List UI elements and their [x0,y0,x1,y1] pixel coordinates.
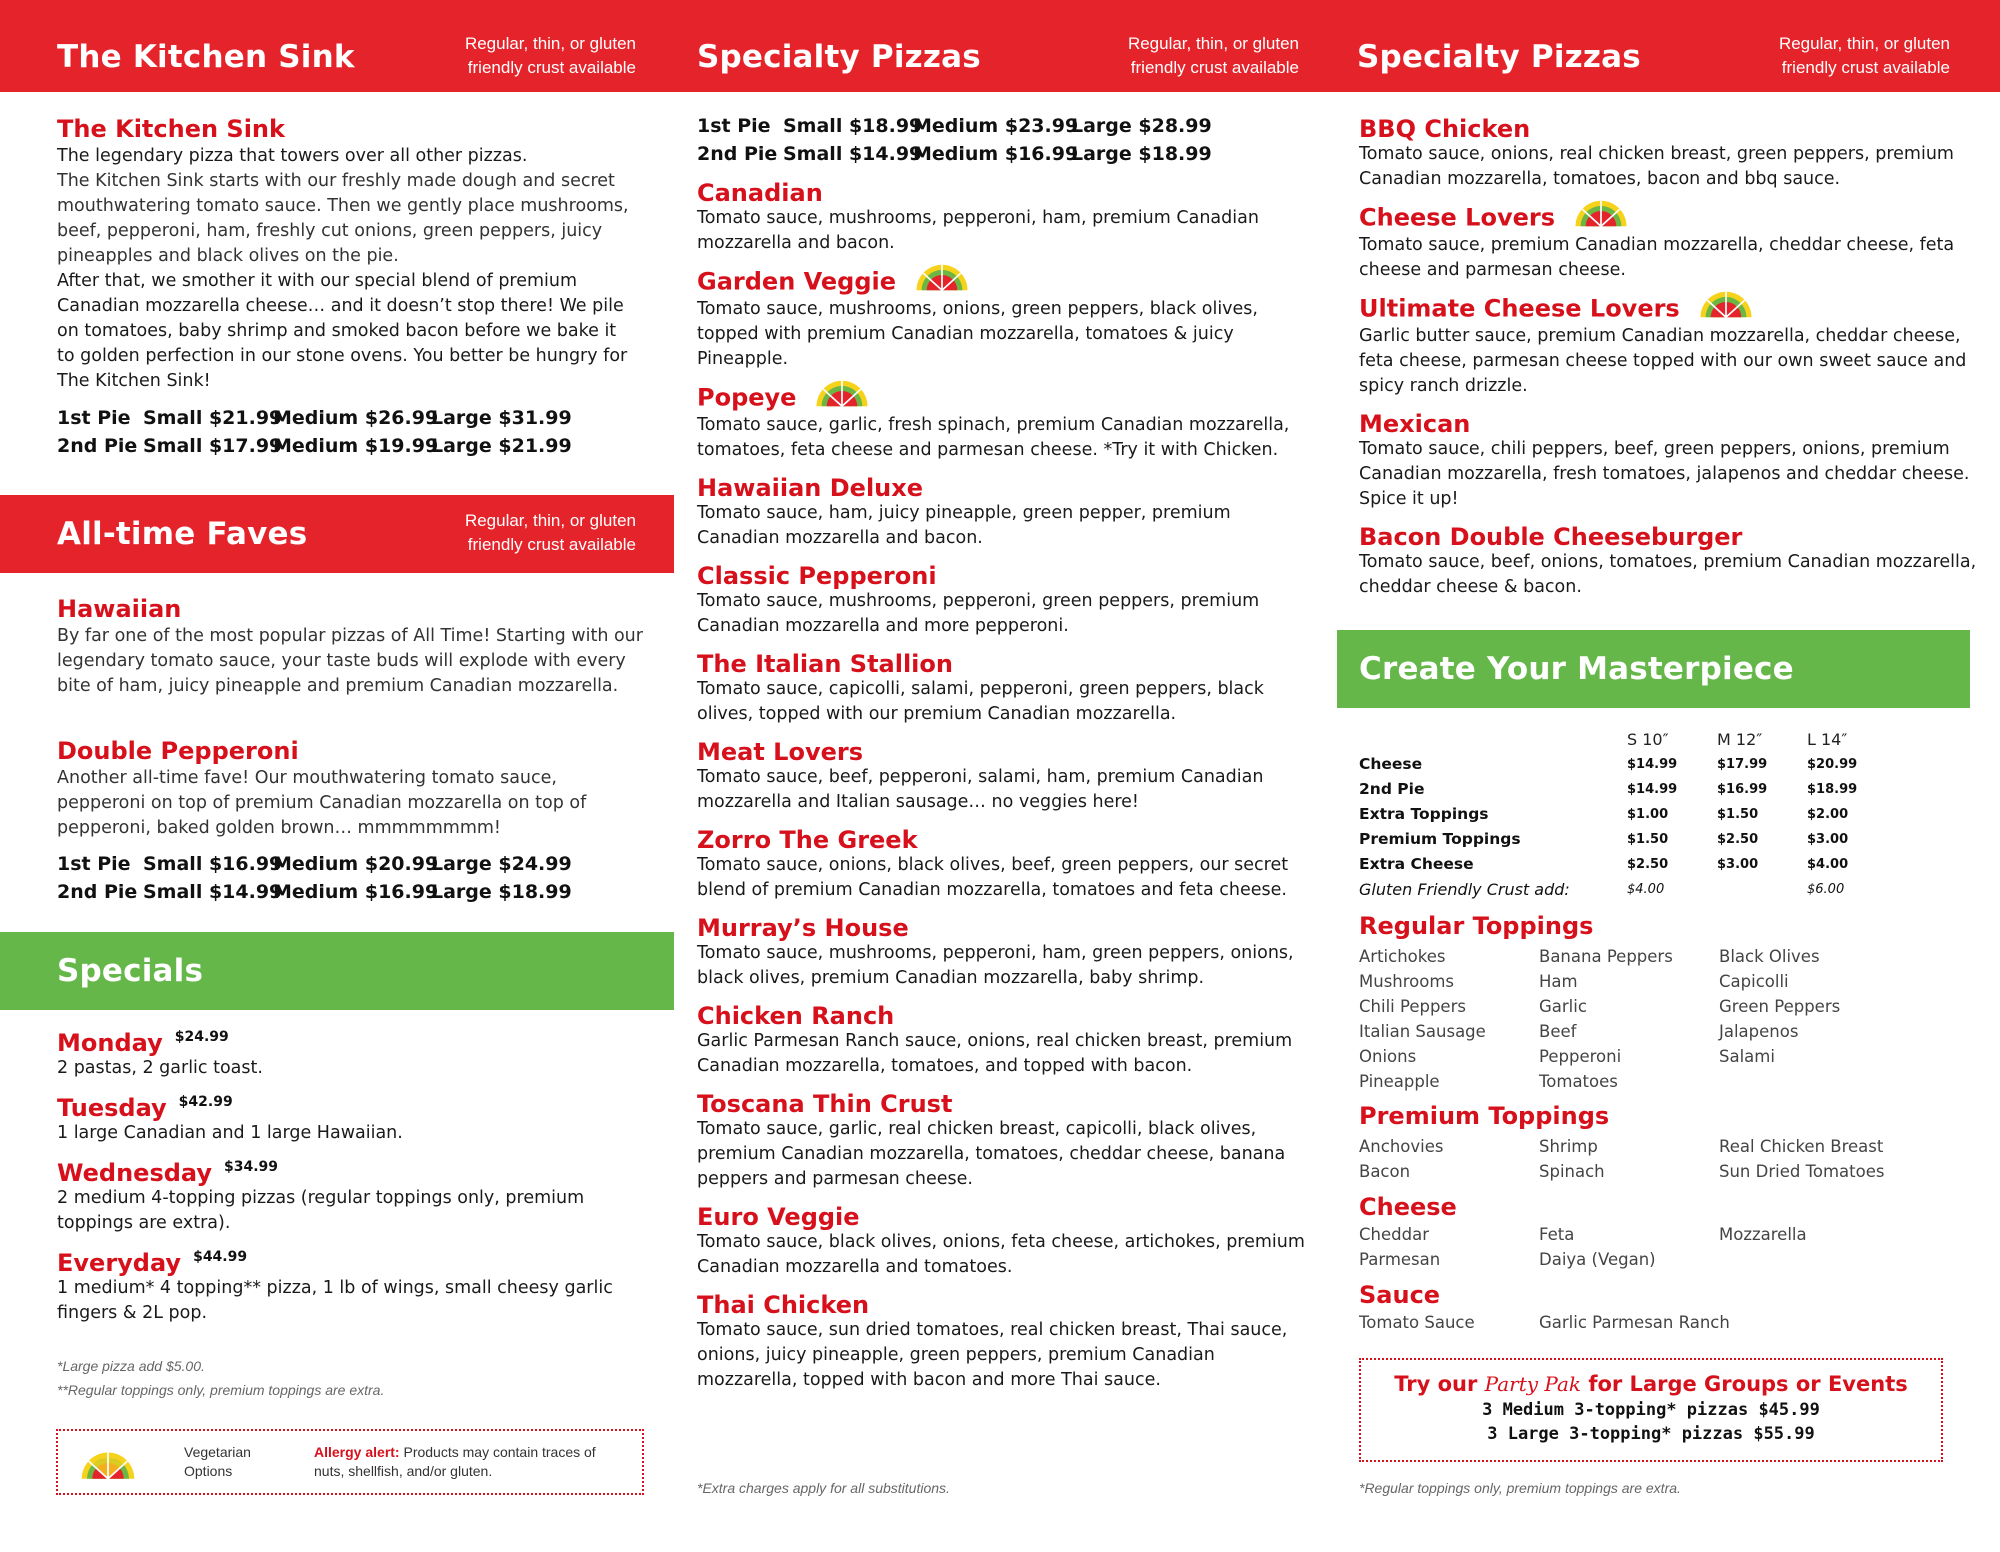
topping-item: Daiya (Vegan) [1539,1250,1656,1269]
topping-item: Mushrooms [1359,972,1455,991]
pizza-item [1359,295,1979,399]
topping-item: Beef [1539,1022,1577,1041]
price-table-cell: $3.00 [1717,857,1759,872]
kitchen-sink-desc [57,144,637,394]
masterpiece-price-table [1359,728,1959,902]
specialty-header-title: Specialty Pizzas [697,39,981,75]
pizza-desc: Tomato sauce, onions, real chicken breast, green peppers, premium Canadian mozzarella, tomatoes, bacon and bbq sauce. [1359,144,1954,189]
crust-note: Regular, thin, or gluten friendly crust available [464,34,636,77]
price-table-row [1359,802,1959,827]
pizza-item [697,739,1317,815]
pizza-name: Canadian [697,179,823,207]
vegetarian-icon [910,258,974,297]
pizza-desc: Tomato sauce, mushrooms, onions, green peppers, black olives, topped with premium Canadian mozzarella, tomatoes & juicy Pineapple. [697,299,1258,369]
price-table-cell: $16.99 [1717,782,1768,797]
masterpiece-header-title: Create Your Masterpiece [1359,651,1794,687]
pizza-desc: Garlic Parmesan Ranch sauce, onions, real chicken breast, premium Canadian mozzarella, tomatoes, and topped with bacon. [697,1031,1293,1076]
premium-toppings-title: Premium Toppings [1359,1102,1610,1130]
price-table-cell: $2.50 [1717,832,1759,847]
party-pak-logo: Party Pak [1484,1372,1582,1396]
pizza-name: Toscana Thin Crust [697,1090,953,1118]
topping-row [1359,1069,1899,1094]
pizza-name: Mexican [1359,410,1471,438]
pizza-item [697,1204,1317,1280]
pizza-name: Zorro The Greek [697,826,918,854]
kitchen-sink-title: The Kitchen Sink [57,115,285,143]
topping-item: Pepperoni [1539,1047,1622,1066]
topping-row [1359,1044,1899,1069]
cheese-title: Cheese [1359,1193,1457,1221]
pizza-name: Chicken Ranch [697,1002,895,1030]
allergy-label: Allergy alert: [314,1444,400,1460]
special-price: $42.99 [178,1094,233,1110]
topping-item: Pineapple [1359,1072,1440,1091]
fave-title: Double Pepperoni [57,737,299,765]
pizza-desc: Tomato sauce, onions, black olives, beef, green peppers, our secret blend of premium Canadian mozzarella, tomatoes and feta cheese. [697,855,1289,900]
pizza-item [1359,411,1979,512]
pizza-item [697,180,1317,256]
topping-item: Jalapenos [1719,1022,1799,1041]
small-price: Small $17.99 [143,435,283,457]
topping-item: Tomato Sauce [1359,1313,1475,1332]
price-table-cell: $14.99 [1627,782,1678,797]
price-table-label: Extra Cheese [1359,855,1474,873]
pizza-name: Murray’s House [697,914,909,942]
price-table-row [1359,752,1959,777]
price-table-label: Extra Toppings [1359,805,1489,823]
medium-price: Medium $16.99 [273,881,439,903]
pizza-desc: Tomato sauce, mushrooms, pepperoni, ham, green peppers, onions, black olives, premium Canadian mozzarella, baby shrimp. [697,943,1294,988]
vegetarian-label: Vegetarian Options [184,1444,251,1479]
crust-note: Regular, thin, or gluten friendly crust available [1127,34,1299,77]
special-desc: 1 medium* 4 topping** pizza, 1 lb of wings, small cheesy garlic fingers & 2L pop. [57,1278,613,1323]
crust-note: Regular, thin, or gluten friendly crust available [464,511,636,554]
vegetarian-icon [1569,194,1633,233]
fave-desc: By far one of the most popular pizzas of All Time! Starting with our legendary tomato sauce, your taste buds will explode with every bite of ham, juicy pineapple and premium Canadian mozzarella. [57,626,643,696]
pie-label: 1st Pie [697,115,771,137]
pie-label: 1st Pie [57,853,131,875]
price-table-cell: $2.50 [1627,857,1669,872]
small-price: Small $14.99 [143,881,283,903]
large-price: Large $18.99 [431,881,572,903]
party-try: Try our [1394,1372,1478,1396]
price-table-row [1359,877,1959,902]
special-desc: 2 medium 4-topping pizzas (regular toppings only, premium toppings are extra). [57,1188,585,1233]
topping-row [1359,994,1899,1019]
substitution-note: *Extra charges apply for all substitutions. [697,1480,950,1496]
topping-item: Onions [1359,1047,1417,1066]
large-price: Large $31.99 [431,407,572,429]
pizza-name: Popeye [697,384,1317,413]
pizza-item [697,1091,1317,1192]
topping-item: Feta [1539,1225,1575,1244]
vegetarian-icon [810,374,874,413]
topping-item: Green Peppers [1719,997,1841,1016]
topping-row [1359,944,1899,969]
pizza-name: Meat Lovers [697,738,864,766]
large-price: Large $28.99 [1071,115,1212,137]
topping-item: Artichokes [1359,947,1446,966]
specialty-list-2 [1359,116,1979,612]
topping-item: Real Chicken Breast [1719,1137,1884,1156]
size-label: S 10″ [1627,730,1669,749]
topping-row [1359,969,1899,994]
price-row [57,432,572,460]
price-table-label: Gluten Friendly Crust add: [1359,880,1570,899]
column-left [0,0,674,1479]
pizza-name: Ultimate Cheese Lovers [1359,295,1979,324]
special-price: $24.99 [174,1029,229,1045]
medium-price: Medium $16.99 [913,143,1079,165]
price-table-cell: $17.99 [1717,757,1768,772]
pizza-desc: Tomato sauce, premium Canadian mozzarella, cheddar cheese, feta cheese and parmesan cheese. [1359,235,1955,280]
price-row [697,140,1212,168]
topping-item: Parmesan [1359,1250,1441,1269]
topping-item: Shrimp [1539,1137,1598,1156]
pizza-desc: Tomato sauce, beef, onions, tomatoes, premium Canadian mozzarella, cheddar cheese & bacon. [1359,552,1977,597]
faves-header-title: All-time Faves [57,516,308,552]
special-price: $34.99 [224,1159,279,1175]
pizza-desc: Tomato sauce, sun dried tomatoes, real chicken breast, Thai sauce, onions, juicy pineapple, green peppers, premium Canadian mozzarella, topped with bacon and more Thai sauce. [697,1320,1288,1390]
pizza-desc: Tomato sauce, chili peppers, beef, green peppers, onions, premium Canadian mozzarella, fresh tomatoes, jalapenos and cheddar cheese. Spice it up! [1359,439,1970,509]
price-table-cell: $1.50 [1627,832,1669,847]
topping-item: Ham [1539,972,1578,991]
special-day: Tuesday [57,1094,167,1122]
large-price: Large $21.99 [431,435,572,457]
pizza-desc: Garlic butter sauce, premium Canadian mozzarella, cheddar cheese, feta cheese, parmesan cheese topped with our own sweet sauce and spicy ranch drizzle. [1359,326,1967,396]
party-pak-box [1359,1358,1943,1462]
pizza-name: Hawaiian Deluxe [697,474,924,502]
topping-item: Garlic Parmesan Ranch [1539,1313,1730,1332]
price-table-cell: $1.50 [1717,807,1759,822]
column-middle [674,0,1337,1496]
vegetarian-icon [1694,285,1758,324]
kitchen-sink-prices [57,404,572,460]
price-table-cell: $14.99 [1627,757,1678,772]
special-item [57,1095,647,1146]
small-price: Small $21.99 [143,407,283,429]
topping-row [1359,1134,1899,1159]
price-table-cell: $3.00 [1807,832,1849,847]
pizza-item [697,827,1317,903]
cheese-grid [1359,1222,1899,1272]
party-pak-headline [1361,1370,1941,1398]
small-price: Small $16.99 [143,853,283,875]
pizza-name: BBQ Chicken [1359,115,1531,143]
special-day: Monday [57,1029,163,1057]
small-price: Small $18.99 [783,115,923,137]
medium-price: Medium $23.99 [913,115,1079,137]
pie-label: 2nd Pie [57,881,138,903]
topping-row [1359,1310,1899,1335]
special-item [57,1160,647,1236]
pizza-desc: Tomato sauce, garlic, real chicken breast, capicolli, black olives, premium Canadian mozzarella, tomatoes, cheddar cheese, banana peppers and parmesan cheese. [697,1119,1286,1189]
topping-row [1359,1019,1899,1044]
pizza-item [697,384,1317,463]
topping-item: Tomatoes [1539,1072,1618,1091]
price-table-cell: $6.00 [1807,882,1845,897]
faves-prices [57,850,572,906]
price-table-label: Premium Toppings [1359,830,1521,848]
size-label: L 14″ [1807,730,1848,749]
legend-box [56,1429,644,1495]
topping-item: Salami [1719,1047,1775,1066]
price-table-cell [1717,877,1807,902]
party-rest: for Large Groups or Events [1588,1372,1908,1396]
special-desc: 2 pastas, 2 garlic toast. [57,1058,263,1078]
pizza-name: Cheese Lovers [1359,204,1979,233]
topping-item: Mozzarella [1719,1225,1807,1244]
pie-label: 2nd Pie [697,143,778,165]
special-item [57,1030,647,1081]
pizza-item [1359,524,1979,600]
special-day: Wednesday [57,1159,213,1187]
topping-item: Black Olives [1719,947,1820,966]
medium-price: Medium $19.99 [273,435,439,457]
topping-item: Banana Peppers [1539,947,1673,966]
sauce-title: Sauce [1359,1281,1441,1309]
regular-toppings-title: Regular Toppings [1359,912,1594,940]
pizza-item [697,651,1317,727]
specials-note-2: **Regular toppings only, premium toppings are extra. [57,1382,385,1398]
pizza-item [697,1003,1317,1079]
price-table-cell: $18.99 [1807,782,1858,797]
pizza-item [697,915,1317,991]
pizza-desc: Tomato sauce, mushrooms, pepperoni, green peppers, premium Canadian mozzarella and more pepperoni. [697,591,1260,636]
topping-item [1719,1247,1899,1272]
price-table-cell: $4.00 [1807,857,1849,872]
topping-item: Spinach [1539,1162,1605,1181]
pie-label: 1st Pie [57,407,131,429]
fave-desc: Another all-time fave! Our mouthwatering tomato sauce, pepperoni on top of premium Canadian mozzarella on top of pepperoni, baked golden brown… mmmmmmmm! [57,768,587,838]
topping-item: Capicolli [1719,972,1789,991]
fave-title: Hawaiian [57,595,182,623]
price-row [57,878,572,906]
pizza-desc: Tomato sauce, garlic, fresh spinach, premium Canadian mozzarella, tomatoes, feta cheese and parmesan cheese. *Try it with Chicken. [697,415,1290,460]
specials-header [0,932,674,1010]
large-price: Large $24.99 [431,853,572,875]
kitchen-sink-p2: The Kitchen Sink starts with our freshly made dough and secret mouthwatering tomato sauce. Then we gently place mushrooms, beef, pepperoni, ham, freshly cut onions, green peppers, juicy pineapples and black olives on the pie. [57,171,629,266]
topping-item: Anchovies [1359,1137,1444,1156]
topping-row [1359,1222,1899,1247]
pizza-desc: Tomato sauce, ham, juicy pineapple, green pepper, premium Canadian mozzarella and bacon. [697,503,1231,548]
special-desc: 1 large Canadian and 1 large Hawaiian. [57,1123,403,1143]
pizza-item [697,1292,1317,1393]
topping-item: Chili Peppers [1359,997,1466,1016]
specialty-header-1 [674,0,1337,92]
pizza-name: Thai Chicken [697,1291,870,1319]
topping-item [1719,1069,1899,1094]
small-price: Small $14.99 [783,143,923,165]
price-table-cell: $4.00 [1627,882,1665,897]
price-table-cell: $1.00 [1627,807,1669,822]
topping-item: Bacon [1359,1162,1411,1181]
kitchen-sink-header-title: The Kitchen Sink [57,39,355,75]
topping-item: Sun Dried Tomatoes [1719,1162,1885,1181]
allergy-text: Products may contain traces of nuts, shellfish, and/or gluten. [314,1444,596,1479]
price-row [57,404,572,432]
party-pak-line: 3 Medium 3-topping* pizzas $45.99 [1482,1400,1820,1420]
price-table-row [1359,777,1959,802]
special-day: Everyday [57,1249,182,1277]
topping-item: Garlic [1539,997,1587,1016]
pizza-item [697,563,1317,639]
faves-header [0,495,674,573]
pizza-desc: Tomato sauce, capicolli, salami, pepperoni, green peppers, black olives, topped with our premium Canadian mozzarella. [697,679,1264,724]
topping-item: Cheddar [1359,1225,1429,1244]
kitchen-sink-header [0,0,674,92]
price-row [57,850,572,878]
pizza-name: The Italian Stallion [697,650,953,678]
size-label: M 12″ [1717,730,1763,749]
topping-row [1359,1159,1899,1184]
topping-row [1359,1247,1899,1272]
pizza-item [1359,204,1979,283]
pizza-item [1359,116,1979,192]
topping-item: Italian Sausage [1359,1022,1486,1041]
kitchen-sink-p1: The legendary pizza that towers over all other pizzas. [57,146,528,166]
sauce-grid [1359,1310,1899,1335]
topping-item [1719,1310,1899,1335]
specials-header-title: Specials [57,953,204,989]
kitchen-sink-p3: After that, we smother it with our special blend of premium Canadian mozzarella cheese… and it doesn’t stop there! We pile on tomatoes, baby shrimp and smoked bacon before we bake it to golden perfection in our stone ovens. You better be hungry for The Kitchen Sink! [57,271,628,391]
price-table-row [1359,852,1959,877]
price-table-cell: $2.00 [1807,807,1849,822]
pizza-item [697,475,1317,551]
medium-price: Medium $26.99 [273,407,439,429]
pizza-item [697,268,1317,372]
price-table-label: Cheese [1359,755,1423,773]
large-price: Large $18.99 [1071,143,1212,165]
price-table-label: 2nd Pie [1359,780,1425,798]
special-item [57,1250,647,1326]
pie-label: 2nd Pie [57,435,138,457]
regular-toppings-note: *Regular toppings only, premium toppings are extra. [1359,1480,1681,1496]
pizza-name: Euro Veggie [697,1203,860,1231]
party-pak-line: 3 Large 3-topping* pizzas $55.99 [1487,1424,1815,1444]
size-header-row [1359,728,1959,752]
special-price: $44.99 [193,1249,248,1265]
column-right [1337,0,2000,1496]
price-row [697,112,1212,140]
vegetarian-icon [80,1443,136,1487]
specialty-header-title: Specialty Pizzas [1357,39,1641,75]
specialty-header-2 [1337,0,2000,92]
pizza-desc: Tomato sauce, beef, pepperoni, salami, ham, premium Canadian mozzarella and Italian sausage… no veggies here! [697,767,1264,812]
regular-toppings-grid [1359,944,1899,1094]
specials-list [57,1030,647,1326]
specialty-prices [697,112,1212,168]
pizza-name: Classic Pepperoni [697,562,937,590]
allergy-alert [314,1443,624,1481]
masterpiece-header [1337,630,1970,708]
pizza-desc: Tomato sauce, black olives, onions, feta cheese, artichokes, premium Canadian mozzarella and tomatoes. [697,1232,1305,1277]
price-table-row [1359,827,1959,852]
premium-toppings-grid [1359,1134,1899,1184]
pizza-name: Bacon Double Cheeseburger [1359,523,1743,551]
price-table-cell: $20.99 [1807,757,1858,772]
specialty-list-1 [697,180,1317,1405]
pizza-desc: Tomato sauce, mushrooms, pepperoni, ham, premium Canadian mozzarella and bacon. [697,208,1259,253]
pizza-name: Garden Veggie [697,268,1317,297]
specials-note-1: *Large pizza add $5.00. [57,1358,205,1374]
crust-note: Regular, thin, or gluten friendly crust available [1778,34,1950,77]
medium-price: Medium $20.99 [273,853,439,875]
